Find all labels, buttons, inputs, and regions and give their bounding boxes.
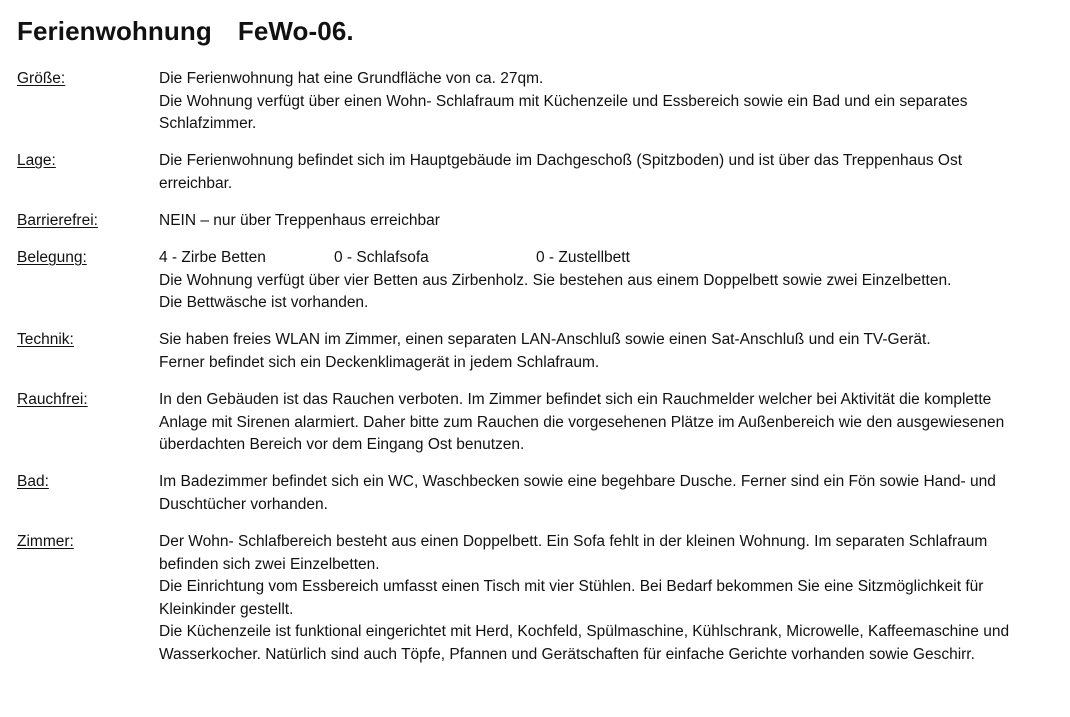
section-body-barrierefrei [159, 210, 1039, 233]
paragraph: In den Gebäuden ist das Rauchen verboten. Im Zimmer befindet sich ein Rauchmelder welcher bei Aktivität die komplette Anlage mit Sirenen alarmiert. Daher bitte zum Rauchen die vorgesehenen Plätze im Außenbereich wie den ausgewiesenen überdachten Bereich vor dem Eingang Ost benutzen. [159, 391, 1005, 454]
section-zimmer [17, 531, 1070, 667]
paragraph: Im Badezimmer befindet sich ein WC, Waschbecken sowie eine begehbare Dusche. Ferner sind ein Fön sowie Hand- und Duschtücher vorhanden. [159, 473, 996, 513]
section-label-groesse: Größe: [17, 70, 66, 87]
section-label-rauchfrei: Rauchfrei: [17, 391, 88, 409]
section-barrierefrei [17, 210, 1070, 233]
paragraph: Die Küchenzeile ist funktional eingerichtet mit Herd, Kochfeld, Spülmaschine, Kühlschrank, Microwelle, Kaffeemaschine und Wasserkocher. Natürlich sind auch Töpfe, Pfannen und Gerätschaften für einfache Gerichte vorhanden sowie Geschirr. [159, 623, 1010, 663]
section-body-bad [159, 471, 1039, 516]
paragraph: Ferner befindet sich ein Deckenklimagerät in jedem Schlafraum. [159, 353, 600, 371]
section-body-technik [159, 329, 1039, 374]
paragraph: Die Einrichtung vom Essbereich umfasst einen Tisch mit vier Stühlen. Bei Bedarf bekommen Sie eine Sitzmöglichkeit für Kleinkinder gestellt. [159, 578, 984, 618]
beds-count: 4 - Zirbe Betten [159, 249, 266, 267]
section-body-zimmer [159, 531, 1039, 667]
paragraph: Die Ferienwohnung hat eine Grundfläche von ca. 27qm. [159, 70, 544, 87]
section-label-belegung: Belegung: [17, 249, 87, 267]
paragraph: Die Ferienwohnung befindet sich im Hauptgebäude im Dachgeschoß (Spitzboden) und ist über das Treppenhaus Ost erreichbar. [159, 152, 963, 192]
apartment-code: FeWo-06. [237, 16, 354, 46]
occupancy-summary [159, 247, 1039, 270]
section-groesse [17, 68, 1070, 136]
extra-bed-count: 0 - Zustellbett [536, 249, 630, 267]
paragraph: Die Wohnung verfügt über vier Betten aus Zirbenholz. Sie bestehen aus einem Doppelbett sowie zwei Einzelbetten. [159, 271, 952, 289]
paragraph: Sie haben freies WLAN im Zimmer, einen separaten LAN-Anschluß sowie einen Sat-Anschluß und ein TV-Gerät. [159, 331, 931, 349]
section-label-barrierefrei: Barrierefrei: [17, 211, 98, 229]
section-label-technik: Technik: [17, 331, 74, 349]
paragraph: Der Wohn- Schlafbereich besteht aus einen Doppelbett. Ein Sofa fehlt in der kleinen Wohnung. Im separaten Schlafraum befinden sich zwei Einzelbetten. [159, 533, 988, 573]
section-rauchfrei [17, 389, 1070, 457]
section-label-lage: Lage: [17, 152, 56, 170]
section-label-bad: Bad: [17, 473, 49, 491]
paragraph: NEIN – nur über Treppenhaus erreichbar [159, 211, 440, 229]
section-body-groesse [159, 68, 1039, 136]
section-body-rauchfrei [159, 389, 1039, 457]
document-title [17, 14, 1070, 48]
section-label-zimmer: Zimmer: [17, 533, 74, 550]
section-body-belegung [159, 247, 1039, 315]
section-bad [17, 471, 1070, 516]
paragraph: Die Bettwäsche ist vorhanden. [159, 294, 369, 312]
section-belegung [17, 247, 1070, 315]
section-lage [17, 150, 1070, 195]
paragraph: Die Wohnung verfügt über einen Wohn- Schlafraum mit Küchenzeile und Essbereich sowie ein Bad und ein separates Schlafzimmer. [159, 92, 968, 133]
sofa-count: 0 - Schlafsofa [334, 249, 429, 267]
title-text: Ferienwohnung [17, 16, 212, 46]
section-body-lage [159, 150, 1039, 195]
section-technik [17, 329, 1070, 374]
